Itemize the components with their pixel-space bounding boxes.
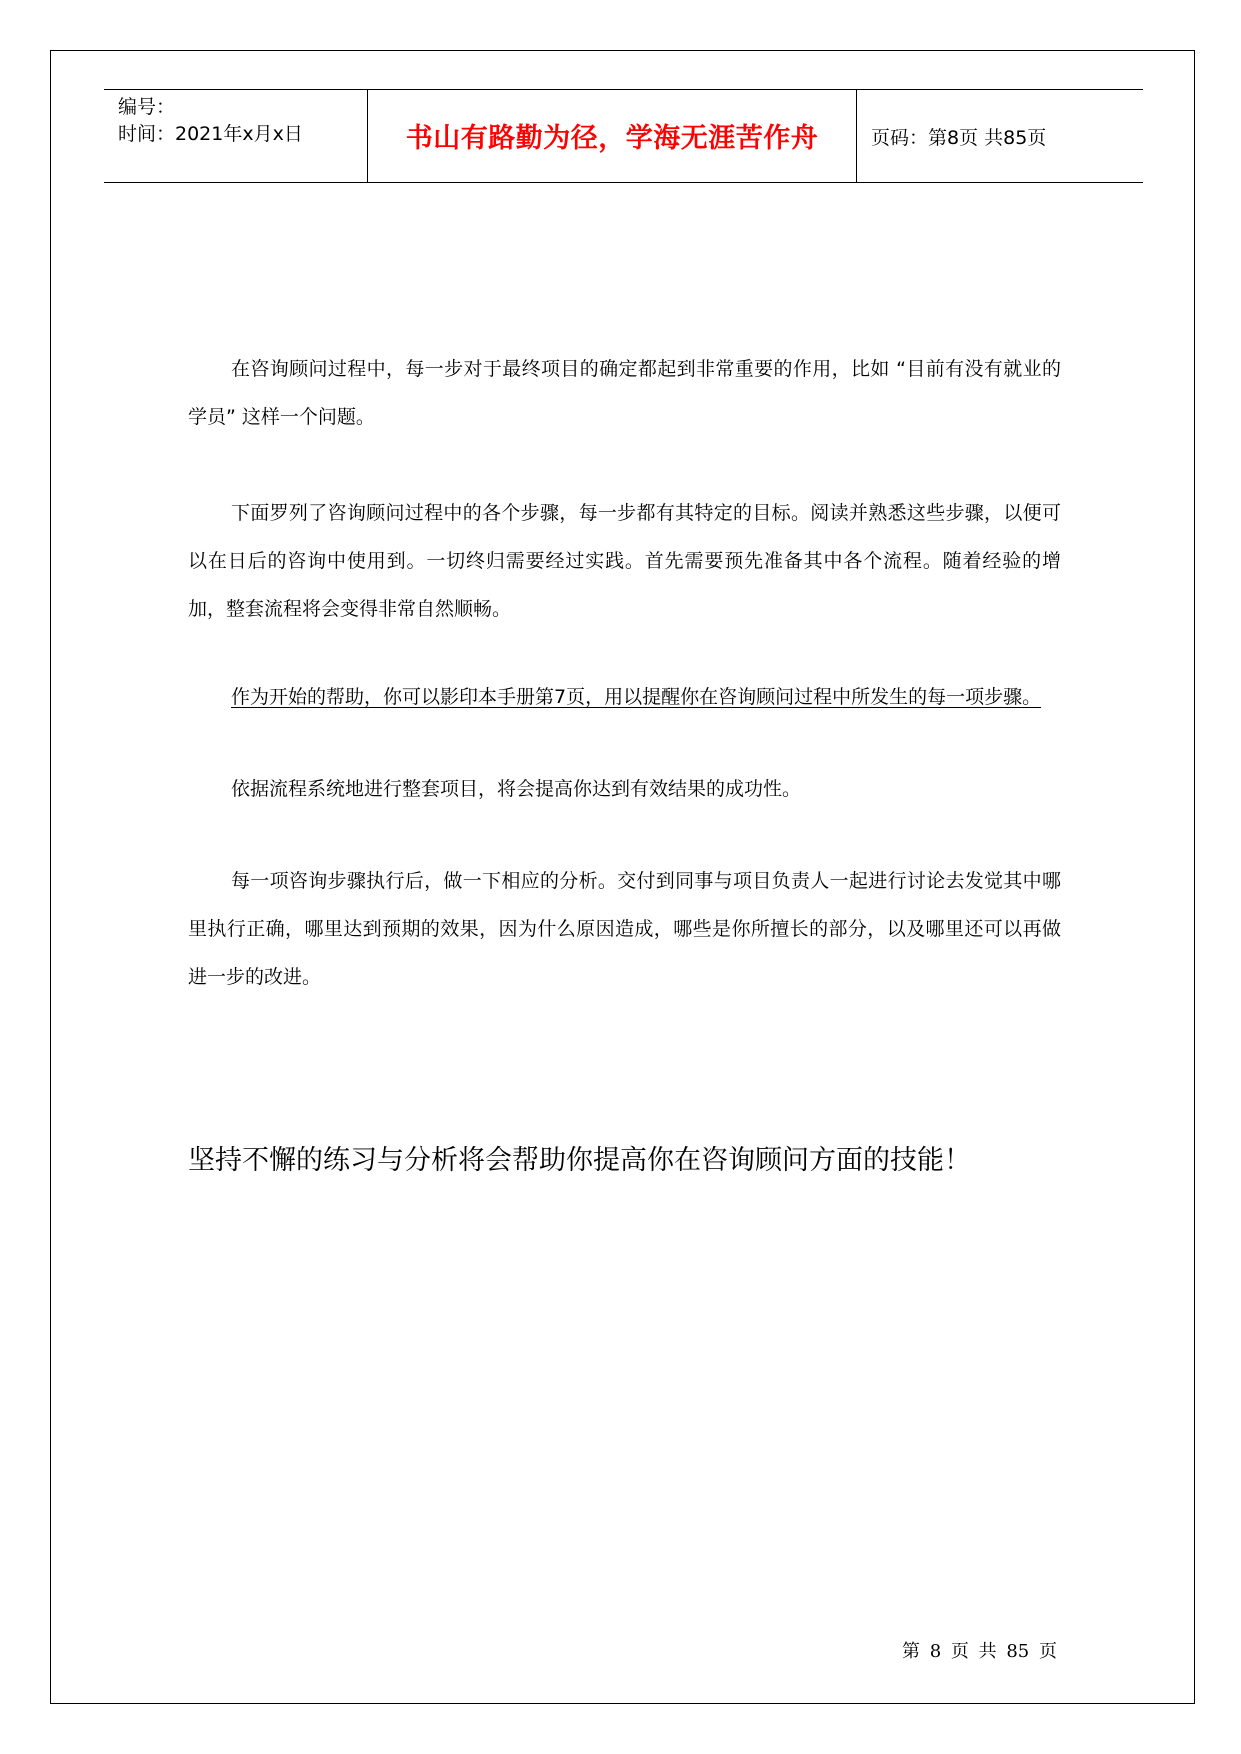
header-meta-cell [104, 90, 368, 182]
header-page-code: 页码：第8页 共85页 [871, 126, 1047, 149]
document-number-label: 编号： [118, 96, 176, 118]
underlined-text: 作为开始的帮助，你可以影印本手册第7页，用以提醒你在咨询顾问过程中所发生的每一项步骤。 [231, 686, 1042, 708]
document-time-label: 时间：2021年x月x日 [118, 123, 303, 145]
document-body [188, 345, 1061, 1001]
paragraph-underlined [188, 673, 1061, 721]
paragraph: 依据流程系统地进行整套项目，将会提高你达到有效结果的成功性。 [231, 778, 802, 800]
paragraph: 每一项咨询步骤执行后，做一下相应的分析。交付到同事与项目负责人一起进行讨论去发觉其中哪里执行正确，哪里达到预期的效果，因为什么原因造成，哪些是你所擅长的部分，以及哪里还可以再做进一步的改进。 [188, 870, 1061, 988]
document-header [104, 89, 1143, 183]
closing-statement: 坚持不懈的练习与分析将会帮助你提高你在咨询顾问方面的技能！ [188, 1145, 971, 1176]
paragraph: 下面罗列了咨询顾问过程中的各个步骤，每一步都有其特定的目标。阅读并熟悉这些步骤，以便可以在日后的咨询中使用到。一切终归需要经过实践。首先需要预先准备其中各个流程。随着经验的增加，整套流程将会变得非常自然顺畅。 [188, 502, 1061, 620]
header-motto: 书山有路勤为径，学海无涯苦作舟 [368, 90, 857, 182]
paragraph: 在咨询顾问过程中，每一步对于最终项目的确定都起到非常重要的作用，比如 “目前有没有就业的学员” 这样一个问题。 [188, 358, 1061, 428]
page-footer: 第 8 页 共 85 页 [902, 1641, 1057, 1662]
